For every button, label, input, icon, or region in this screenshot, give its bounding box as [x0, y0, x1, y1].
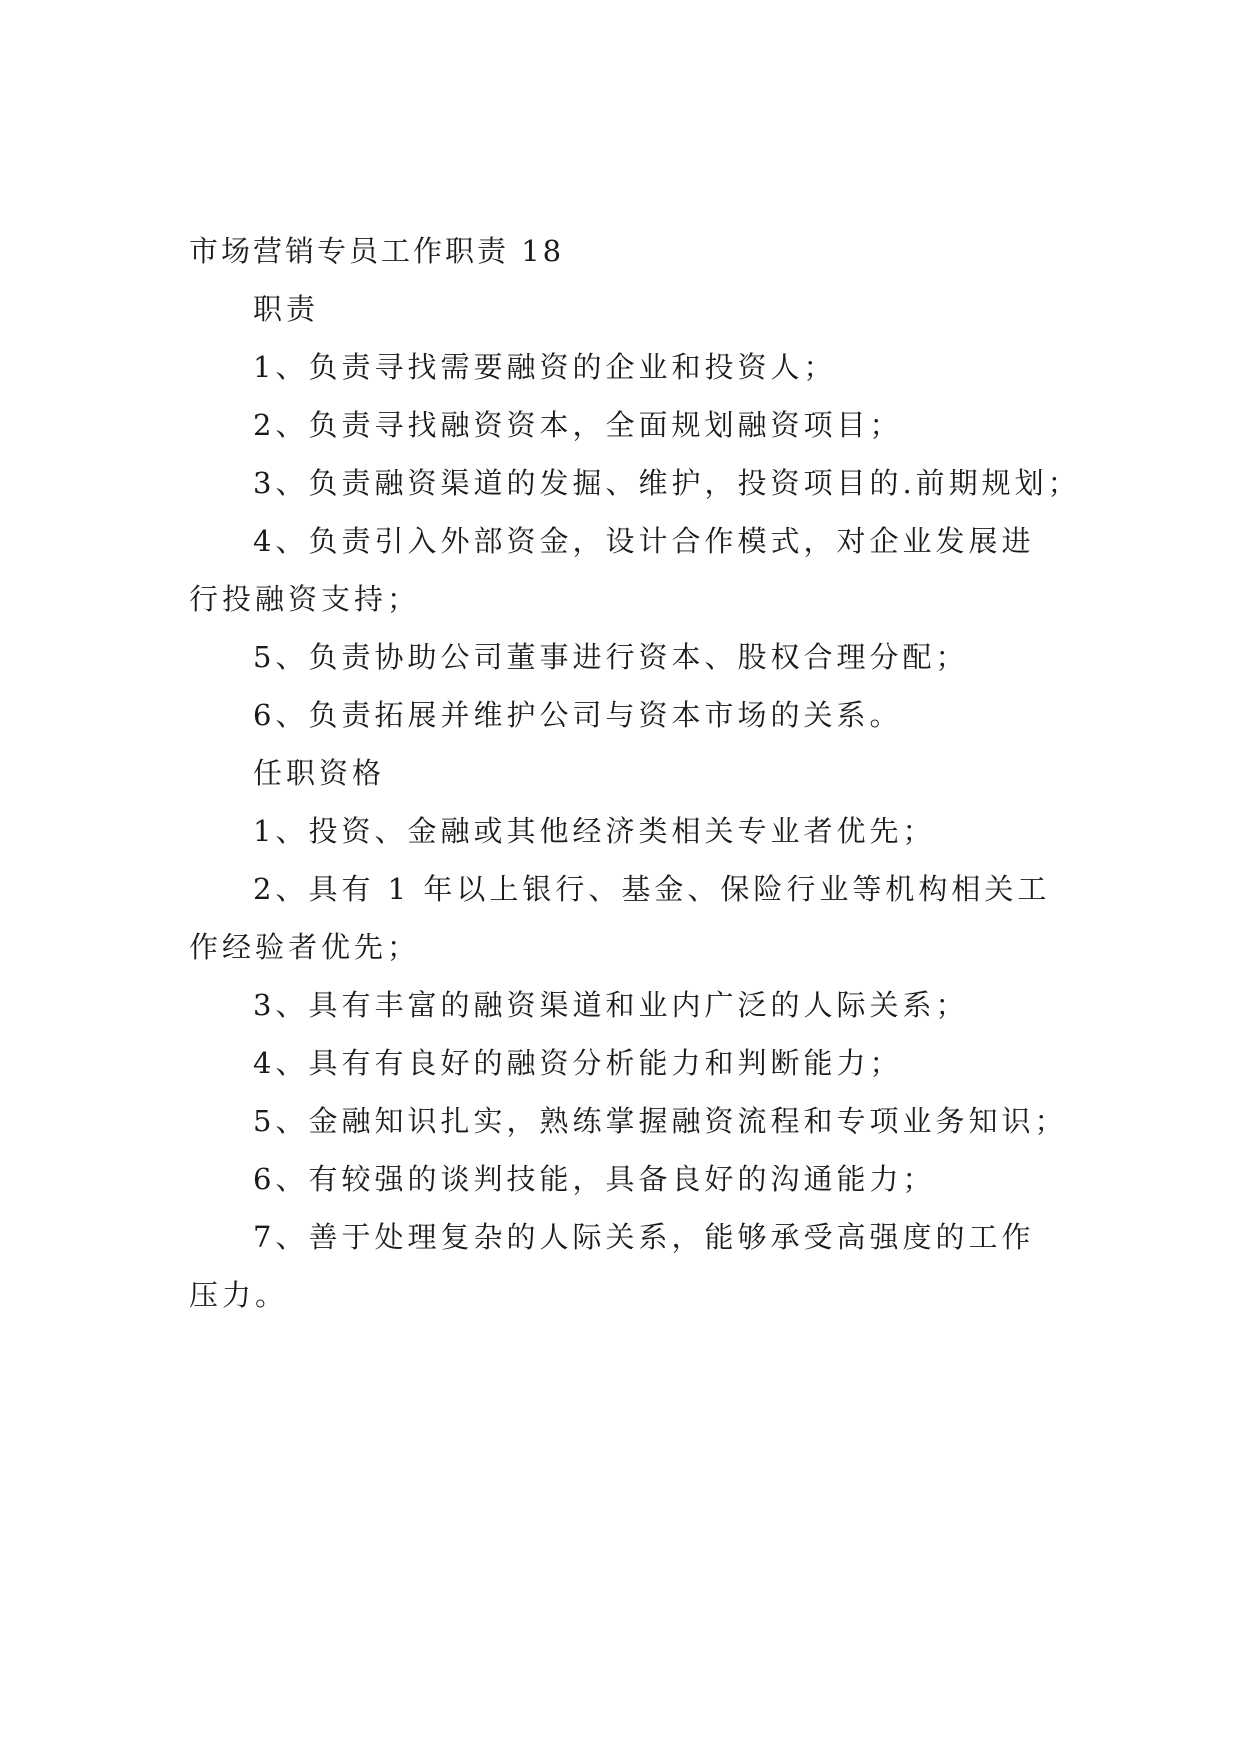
document-body	[189, 222, 1081, 1324]
body-line: 压力。	[189, 1278, 289, 1312]
body-line: 7、善于处理复杂的人际关系，能够承受高强度的工作	[253, 1220, 1035, 1254]
body-line: 3、负责融资渠道的发掘、维护，投资项目的.前期规划；	[253, 466, 1081, 500]
body-line: 4、负责引入外部资金，设计合作模式，对企业发展进	[253, 524, 1035, 558]
body-line: 6、有较强的谈判技能，具备良好的沟通能力；	[253, 1162, 936, 1196]
document-title: 市场营销专员工作职责 18	[189, 234, 565, 268]
body-line: 2、具有 1 年以上银行、基金、保险行业等机构相关工	[253, 872, 1051, 906]
body-line: 2、负责寻找融资资本，全面规划融资项目；	[253, 408, 903, 442]
body-line: 5、金融知识扎实，熟练掌握融资流程和专项业务知识；	[253, 1104, 1068, 1138]
body-line: 4、具有有良好的融资分析能力和判断能力；	[253, 1046, 903, 1080]
body-line: 3、具有丰富的融资渠道和业内广泛的人际关系；	[253, 988, 969, 1022]
body-line: 作经验者优先；	[189, 930, 421, 964]
body-line: 1、投资、金融或其他经济类相关专业者优先；	[253, 814, 936, 848]
body-line: 行投融资支持；	[189, 582, 421, 616]
body-line: 任职资格	[253, 756, 386, 790]
body-line: 5、负责协助公司董事进行资本、股权合理分配；	[253, 640, 969, 674]
body-line: 1、负责寻找需要融资的企业和投资人；	[253, 350, 837, 384]
body-line: 6、负责拓展并维护公司与资本市场的关系。	[253, 698, 903, 732]
body-line: 职责	[253, 292, 320, 326]
